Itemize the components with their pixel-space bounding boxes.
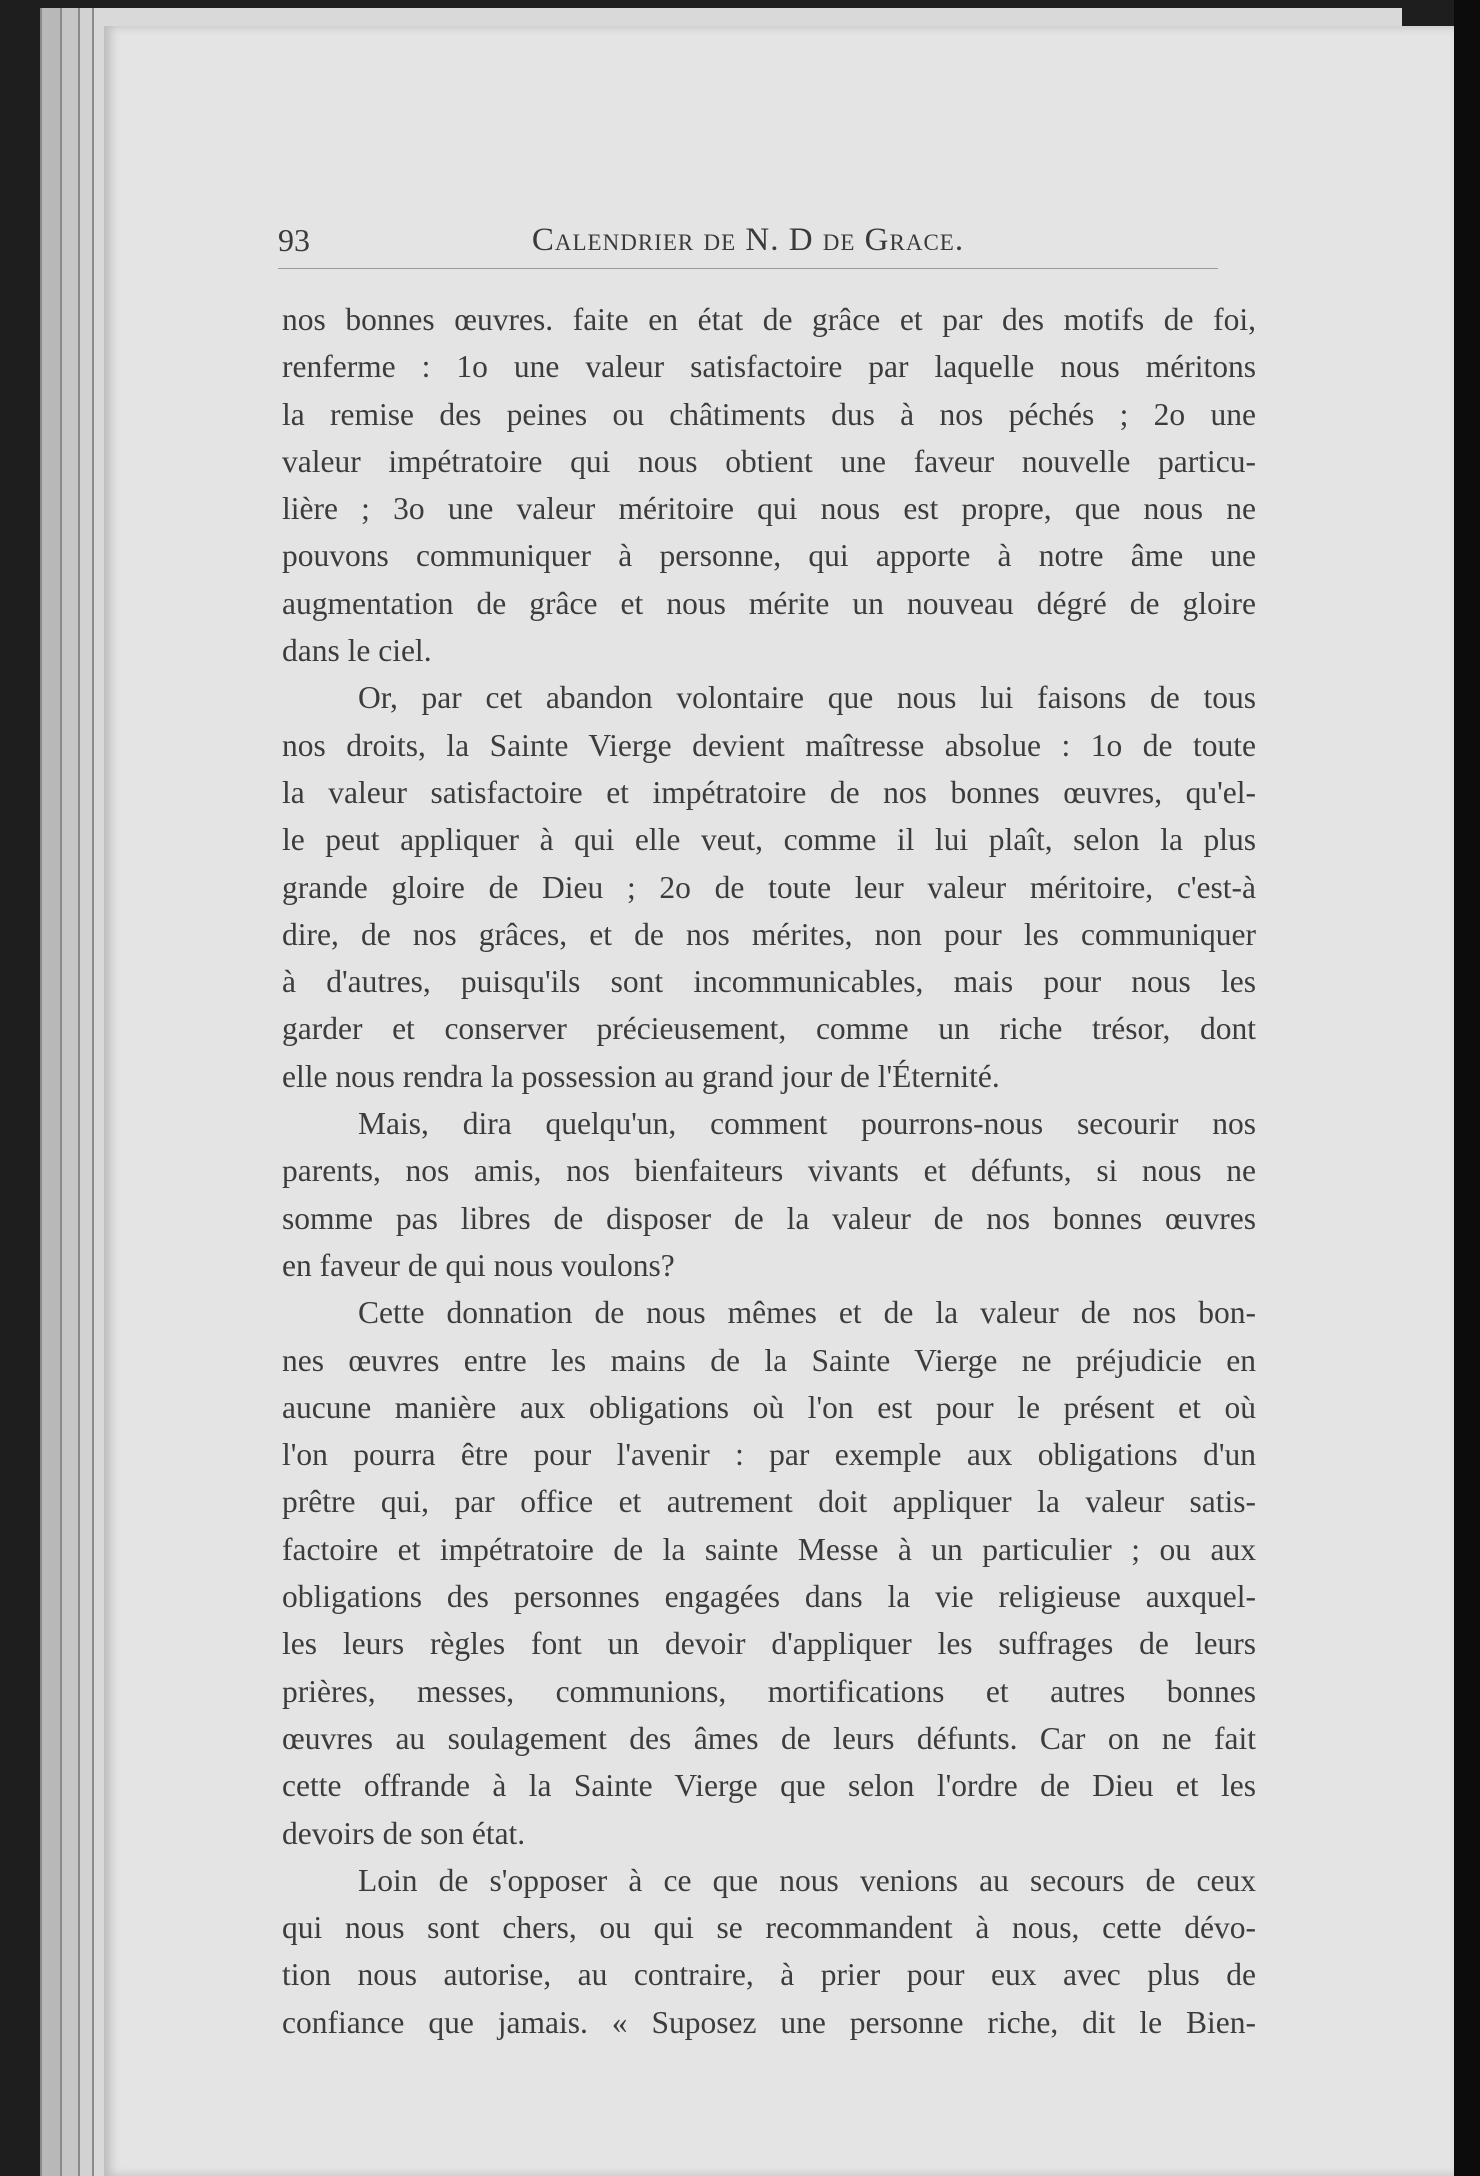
text-line: les leurs règles font un devoir d'appliquer les suffrages de leurs <box>282 1626 1256 1662</box>
text-line: aucune manière aux obligations où l'on est pour le présent et où <box>282 1389 1256 1425</box>
text-line: nos droits, la Sainte Vierge devient maîtresse absolue : 1o de toute <box>282 727 1256 763</box>
text-line: dans le ciel. <box>282 633 432 669</box>
text-line: confiance que jamais. « Suposez une personne riche, dit le Bien- <box>282 2004 1256 2040</box>
text-line: grande gloire de Dieu ; 2o de toute leur valeur méritoire, c'est-à <box>282 869 1256 905</box>
text-line: œuvres au soulagement des âmes de leurs défunts. Car on ne fait <box>282 1720 1256 1756</box>
text-line: prêtre qui, par office et autrement doit appliquer la valeur satis- <box>282 1484 1256 1520</box>
text-line: factoire et impétratoire de la sainte Messe à un particulier ; ou aux <box>282 1531 1256 1567</box>
header-rule <box>278 268 1218 269</box>
text-line: tion nous autorise, au contraire, à prier pour eux avec plus de <box>282 1957 1256 1993</box>
text-line: le peut appliquer à qui elle veut, comme il lui plaît, selon la plus <box>282 822 1256 858</box>
text-line: qui nous sont chers, ou qui se recommandent à nous, cette dévo- <box>282 1910 1256 1946</box>
text-line: augmentation de grâce et nous mérite un nouveau dégré de gloire <box>282 585 1256 621</box>
text-line: prières, messes, communions, mortifications et autres bonnes <box>282 1673 1256 1709</box>
text-line: nos bonnes œuvres. faite en état de grâce et par des motifs de foi, <box>282 302 1256 337</box>
text-line: Mais, dira quelqu'un, comment pourrons-nous secourir nos <box>358 1106 1256 1142</box>
text-line: devoirs de son état. <box>282 1815 526 1851</box>
running-title: Calendrier de N. D de Grace. <box>531 222 965 258</box>
text-line: dire, de nos grâces, et de nos mérites, non pour les communiquer <box>282 916 1256 952</box>
text-line: en faveur de qui nous voulons? <box>282 1247 675 1283</box>
text-line: la valeur satisfactoire et impétratoire de nos bonnes œuvres, qu'el- <box>282 774 1256 810</box>
text-line: lière ; 3o une valeur méritoire qui nous est propre, que nous ne <box>282 491 1256 527</box>
body-text <box>282 296 1256 2046</box>
text-line: pouvons communiquer à personne, qui apporte à notre âme une <box>282 538 1256 574</box>
text-line: nes œuvres entre les mains de la Sainte Vierge ne préjudicie en <box>282 1342 1256 1378</box>
text-line: cette offrande à la Sainte Vierge que selon l'ordre de Dieu et les <box>282 1768 1256 1804</box>
text-line: à d'autres, puisqu'ils sont incommunicables, mais pour nous les <box>282 964 1256 1000</box>
text-line: obligations des personnes engagées dans la vie religieuse auxquel- <box>282 1579 1256 1615</box>
scan-border <box>1454 0 1480 2176</box>
text-line: parents, nos amis, nos bienfaiteurs vivants et défunts, si nous ne <box>282 1153 1256 1189</box>
text-line: somme pas libres de disposer de la valeur de nos bonnes œuvres <box>282 1200 1256 1236</box>
text-line: elle nous rendra la possession au grand jour de l'Éternité. <box>282 1058 1000 1094</box>
text-line: la remise des peines ou châtiments dus à nos péchés ; 2o une <box>282 396 1256 432</box>
text-line: Loin de s'opposer à ce que nous venions au secours de ceux <box>358 1862 1256 1898</box>
text-line: Or, par cet abandon volontaire que nous lui faisons de tous <box>358 680 1256 716</box>
text-line: garder et conserver précieusement, comme un riche trésor, dont <box>282 1011 1256 1047</box>
running-header <box>278 222 1218 270</box>
page-number: 93 <box>278 222 310 258</box>
text-line: Cette donnation de nous mêmes et de la valeur de nos bon- <box>358 1295 1256 1331</box>
text-line: valeur impétratoire qui nous obtient une faveur nouvelle particu- <box>282 443 1256 479</box>
text-line: renferme : 1o une valeur satisfactoire par laquelle nous méritons <box>282 349 1256 385</box>
text-line: l'on pourra être pour l'avenir : par exemple aux obligations d'un <box>282 1437 1256 1473</box>
